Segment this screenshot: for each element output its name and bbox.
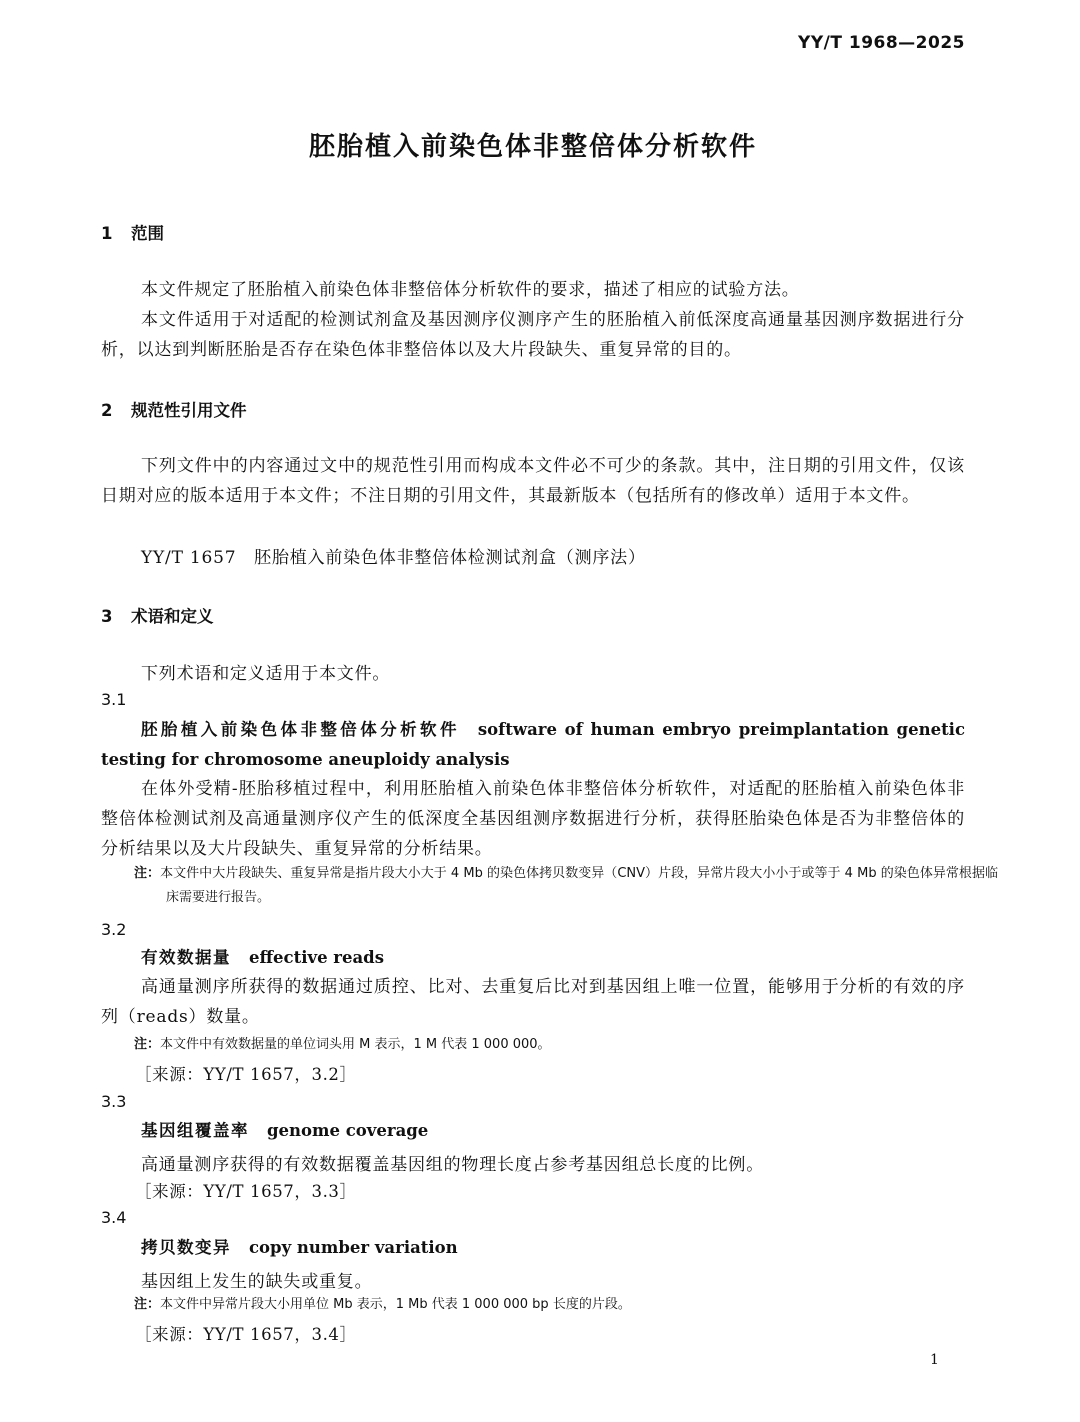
note-text: 本文件中异常片段大小用单位 Mb 表示，1 Mb 代表 1 000 000 bp 长度的片段。 xyxy=(160,1297,631,1312)
paragraph: 本文件适用于对适配的检测试剂盒及基因测序仪测序产生的胚胎植入前低深度高通量基因测序数据进行分析，以达到判断胚胎是否存在染色体非整倍体以及大片段缺失、重复异常的目的。 xyxy=(101,310,965,360)
term-entry xyxy=(101,1116,965,1146)
note-label: 注： xyxy=(134,1037,161,1052)
term-entry xyxy=(101,1233,965,1263)
section-heading-terms-definitions xyxy=(101,603,214,627)
document-title: 胚胎植入前染色体非整倍体分析软件 xyxy=(308,132,757,162)
term-number: 3.3 xyxy=(101,1092,127,1111)
term-entry xyxy=(101,715,965,775)
term-definition: 在体外受精-胚胎移植过程中，利用胚胎植入前染色体非整倍体分析软件，对适配的胚胎植入前染色体非整倍体检测试剂及高通量测序仪产生的低深度全基因组测序数据进行分析，获得胚胎染色体是否为非整倍体的分析结果以及大片段缺失、重复异常的分析结果。 xyxy=(101,779,965,859)
note-text: 本文件中大片段缺失、重复异常是指片段大小大于 4 Mb 的染色体拷贝数变异（CNV）片段，异常片段大小小于或等于 4 Mb 的染色体异常根据临床需要进行报告。 xyxy=(160,866,998,905)
paragraph: 下列文件中的内容通过文中的规范性引用而构成本文件必不可少的条款。其中，注日期的引用文件，仅该日期对应的版本适用于本文件；不注日期的引用文件，其最新版本（包括所有的修改单）适用于本文件。 xyxy=(101,456,965,506)
section-heading-scope xyxy=(101,220,164,244)
term-chinese: 胚胎植入前染色体非整倍体分析软件 xyxy=(141,720,460,739)
source-citation: ［来源：YY/T 1657，3.2］ xyxy=(135,1065,357,1084)
section-title: 术语和定义 xyxy=(131,607,214,626)
term-definition: 高通量测序所获得的数据通过质控、比对、去重复后比对到基因组上唯一位置，能够用于分析的有效的序列（reads）数量。 xyxy=(101,977,965,1027)
section-title: 范围 xyxy=(131,224,164,243)
section-number: 3 xyxy=(101,607,113,626)
note xyxy=(134,1293,998,1317)
term-english: effective reads xyxy=(249,948,385,967)
term-english: genome coverage xyxy=(267,1121,429,1140)
note xyxy=(134,1033,998,1057)
source-citation: ［来源：YY/T 1657，3.3］ xyxy=(135,1182,357,1201)
section-number: 1 xyxy=(101,224,113,243)
term-english: software of human embryo preimplantation genetic testing for chromosome aneuploidy analysis xyxy=(101,720,966,769)
normative-reference: YY/T 1657 胚胎植入前染色体非整倍体检测试剂盒（测序法） xyxy=(141,548,646,568)
section-title: 规范性引用文件 xyxy=(131,401,247,420)
source-citation: ［来源：YY/T 1657，3.4］ xyxy=(135,1325,357,1344)
note-label: 注： xyxy=(134,1297,161,1312)
term-chinese: 基因组覆盖率 xyxy=(141,1121,249,1140)
note-text: 本文件中有效数据量的单位词头用 M 表示，1 M 代表 1 000 000。 xyxy=(160,1037,551,1052)
term-chinese: 有效数据量 xyxy=(141,948,231,967)
note xyxy=(134,862,998,910)
term-number: 3.2 xyxy=(101,920,127,939)
paragraph: 下列术语和定义适用于本文件。 xyxy=(141,664,391,684)
note-label: 注： xyxy=(134,866,161,881)
paragraph: 本文件规定了胚胎植入前染色体非整倍体分析软件的要求，描述了相应的试验方法。 xyxy=(141,280,800,300)
section-number: 2 xyxy=(101,401,113,420)
standard-code: YY/T 1968—2025 xyxy=(798,33,965,53)
term-number: 3.1 xyxy=(101,690,127,709)
term-entry xyxy=(101,943,965,973)
section-heading-normative-references xyxy=(101,397,247,421)
term-english: copy number variation xyxy=(249,1238,458,1257)
term-number: 3.4 xyxy=(101,1208,127,1227)
term-definition: 高通量测序获得的有效数据覆盖基因组的物理长度占参考基因组总长度的比例。 xyxy=(141,1155,764,1175)
term-definition: 基因组上发生的缺失或重复。 xyxy=(141,1272,373,1292)
term-chinese: 拷贝数变异 xyxy=(141,1238,231,1257)
page-number: 1 xyxy=(930,1352,939,1368)
